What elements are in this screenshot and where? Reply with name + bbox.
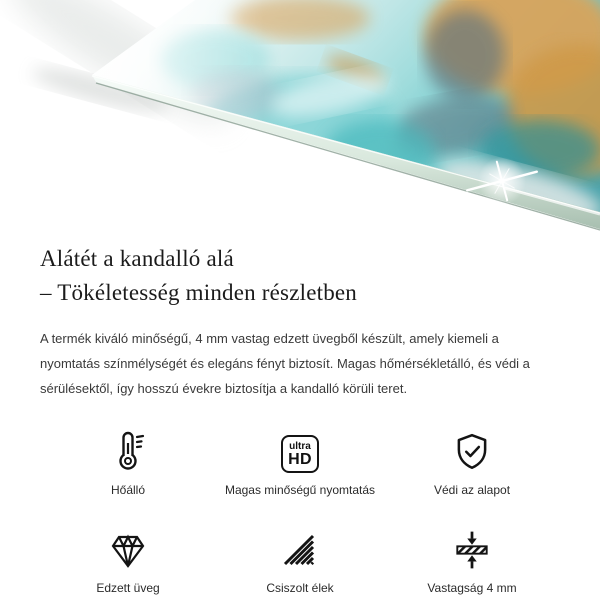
product-image [0, 0, 600, 232]
feature-polished-edges [214, 523, 386, 595]
title-line-1: Alátét a kandalló alá [40, 246, 234, 271]
product-description: A termék kiváló minőségű, 4 mm vastag edzett üvegből készült, amely kiemeli a nyomtatás színmélységét és elegáns fényt biztosít. Magas hőmérsékletálló, és védi a sérülésektől, így hosszú évekre biztosítja a kandalló körüli teret. [40, 331, 530, 396]
polished-edges-icon [280, 523, 320, 571]
glass-panel-illustration [0, 0, 600, 232]
feature-print-quality [214, 425, 386, 497]
ultra-hd-icon [281, 425, 319, 473]
ultra-hd-icon-text-top: ultra [289, 440, 311, 452]
thickness-icon [451, 523, 493, 571]
feature-label: Hőálló [110, 483, 146, 497]
feature-label: Magas minőségű nyomtatás [224, 483, 376, 497]
feature-label: Vastagság 4 mm [427, 581, 517, 595]
diamond-icon [107, 523, 149, 571]
feature-label: Csiszolt élek [266, 581, 334, 595]
feature-protects-base [386, 425, 558, 497]
feature-label: Védi az alapot [433, 483, 511, 497]
product-info-section [0, 232, 600, 595]
feature-label: Edzett üveg [96, 581, 160, 595]
feature-grid [40, 425, 560, 595]
page-title [40, 242, 560, 310]
feature-tempered-glass [42, 523, 214, 595]
shield-check-icon [451, 425, 493, 473]
ultra-hd-icon-text-bottom: HD [288, 450, 312, 468]
feature-thickness [386, 523, 558, 595]
thermometer-icon [107, 425, 149, 473]
title-line-2: – Tökéletesség minden részletben [40, 280, 358, 305]
feature-heat-resistant [42, 425, 214, 497]
